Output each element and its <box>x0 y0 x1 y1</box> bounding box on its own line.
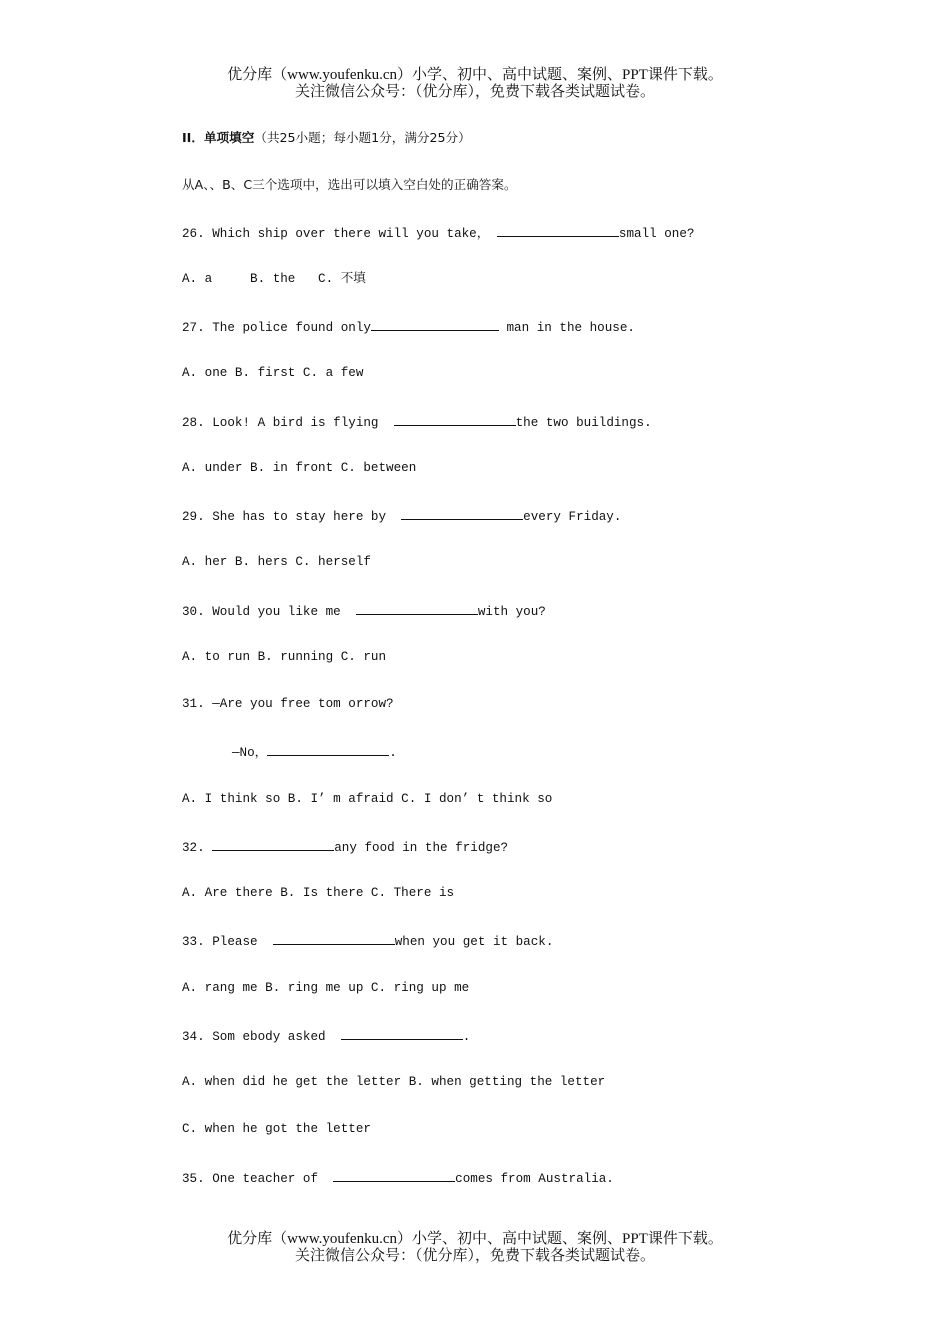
question-29 <box>182 507 621 525</box>
question-text-end: with you? <box>477 605 546 619</box>
question-text-end: comes from Australia. <box>455 1172 614 1186</box>
question-26 <box>182 224 694 242</box>
options-30: A. to run B. running C. run <box>182 650 387 664</box>
header-line-2: 关注微信公众号：（优分库），免费下载各类试题试卷。 <box>294 84 655 100</box>
question-text: 34. Som ebody asked <box>182 1030 341 1044</box>
question-text: 30. Would you like me <box>182 605 356 619</box>
options-28: A. under B. in front C. between <box>182 461 417 475</box>
options-34-c: C. when he got the letter <box>182 1122 371 1136</box>
question-text: 28. Look! A bird is flying <box>182 416 394 430</box>
question-text: 29. She has to stay here by <box>182 510 402 524</box>
footer-line-2: 关注微信公众号：（优分库），免费下载各类试题试卷。 <box>294 1248 655 1264</box>
question-35 <box>182 1169 614 1187</box>
answer-blank <box>356 602 478 615</box>
section-title: II．单项填空 <box>182 130 255 145</box>
options-32: A. Are there B. Is there C. There is <box>182 886 455 900</box>
header-line-1: 优分库（www.youfenku.cn）小学、初中、高中试题、案例、PPT课件下载。 <box>227 67 723 83</box>
page-footer <box>0 1231 950 1265</box>
options-27: A. one B. first C. a few <box>182 366 364 380</box>
footer-line-1: 优分库（www.youfenku.cn）小学、初中、高中试题、案例、PPT课件下载。 <box>227 1231 723 1247</box>
answer-blank <box>212 838 334 851</box>
question-text: 26. Which ship over there will you take， <box>182 227 497 241</box>
answer-blank <box>497 224 619 237</box>
options-31: A. I think so B. I’ m afraid C. I don’ t think so <box>182 792 553 806</box>
question-31-reply <box>232 743 397 761</box>
section-instruction: 从A、、B、C三个选项中，选出可以填入空白处的正确答案。 <box>182 177 517 192</box>
answer-blank <box>267 743 389 756</box>
answer-blank <box>371 318 499 331</box>
question-text-end: the two buildings. <box>515 416 652 430</box>
question-30 <box>182 602 546 620</box>
reply-text-end: . <box>389 746 397 760</box>
question-text-end: any food in the fridge? <box>334 841 509 855</box>
options-26: A. a B. the C. 不填 <box>182 272 366 286</box>
question-32 <box>182 838 508 856</box>
answer-blank <box>341 1027 463 1040</box>
question-text-end: every Friday. <box>523 510 622 524</box>
options-34: A. when did he get the letter B. when getting the letter <box>182 1075 606 1089</box>
question-27 <box>182 318 635 336</box>
question-34 <box>182 1027 470 1045</box>
answer-blank <box>273 932 395 945</box>
options-29: A. her B. hers C. herself <box>182 555 371 569</box>
question-28 <box>182 413 652 431</box>
answer-blank <box>333 1169 455 1182</box>
question-text: 27. The police found only <box>182 321 371 335</box>
section-heading <box>182 130 471 146</box>
question-text-end: when you get it back. <box>394 935 554 949</box>
answer-blank <box>401 507 523 520</box>
section-note: （共25小题；每小题1分，满分25分） <box>254 130 471 145</box>
question-text: 33. Please <box>182 935 273 949</box>
question-text: 32. <box>182 841 213 855</box>
answer-blank <box>394 413 516 426</box>
page-header <box>0 67 950 101</box>
question-33 <box>182 932 553 950</box>
question-31: 31. —Are you free tom orrow? <box>182 697 394 711</box>
options-33: A. rang me B. ring me up C. ring up me <box>182 981 470 995</box>
question-text: 35. One teacher of <box>182 1172 334 1186</box>
question-text-end: man in the house. <box>498 321 635 335</box>
question-text-end: . <box>462 1030 471 1044</box>
question-text-end: small one? <box>618 227 695 241</box>
reply-text: —No， <box>232 746 268 760</box>
